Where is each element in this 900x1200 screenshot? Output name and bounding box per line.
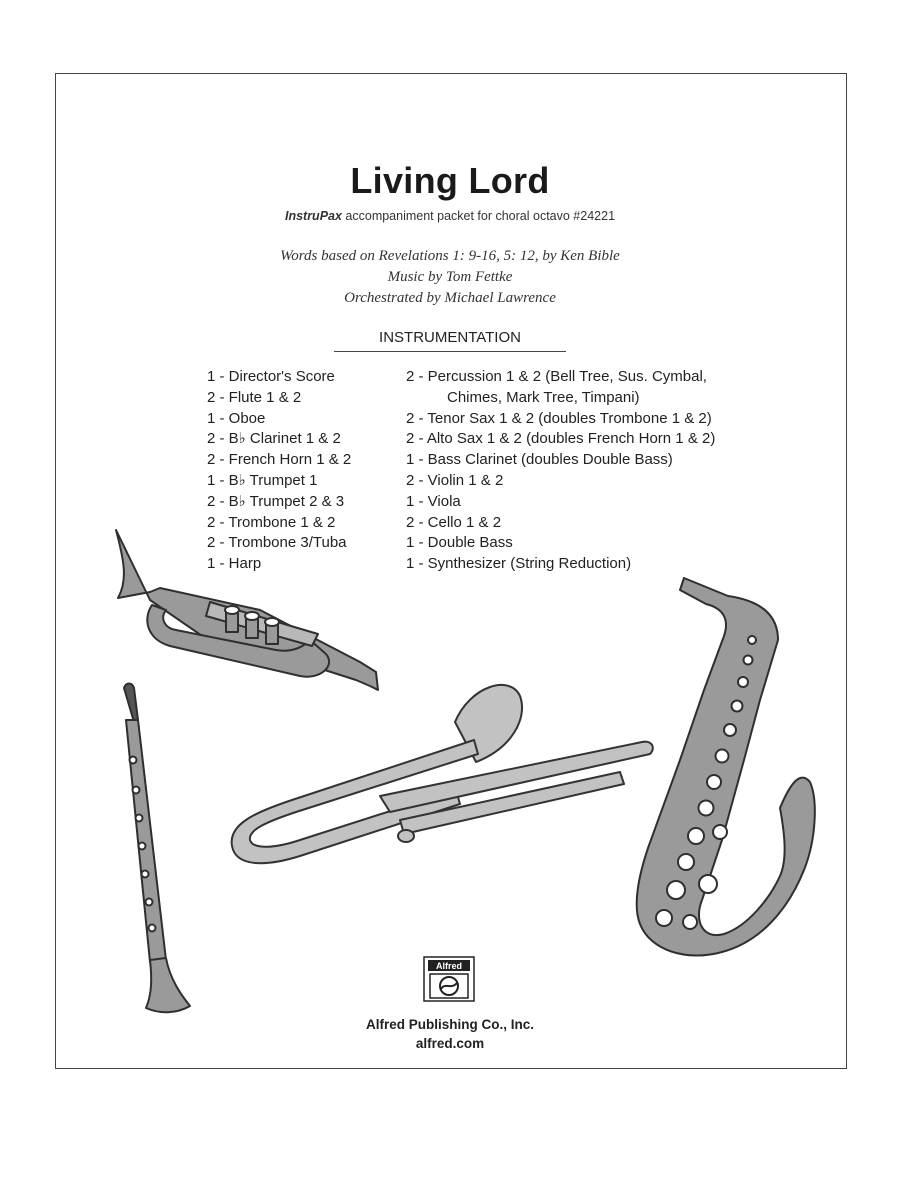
alfred-logo-mark [423, 956, 475, 1002]
instrument-item: 2 - Cello 1 & 2 [406, 513, 502, 531]
page-title: Living Lord [350, 160, 550, 201]
instrument-item: 2 - B♭ Clarinet 1 & 2 [207, 430, 341, 448]
instrument-item: 2 - Violin 1 & 2 [406, 471, 504, 489]
credit-words: Words based on Revelations 1: 9-16, 5: 12, by Ken Bible [280, 248, 620, 264]
publisher-name: Alfred Publishing Co., Inc. [365, 1017, 534, 1032]
instrument-item: 1 - Viola [406, 492, 461, 510]
credit-orchestration: Orchestrated by Michael Lawrence [344, 290, 556, 306]
instrument-item: 1 - Double Bass [406, 534, 513, 552]
trombone-illustration [232, 685, 653, 863]
subtitle-text: accompaniment packet for choral octavo #24221 [341, 209, 616, 223]
credit-music: Music by Tom Fettke [387, 269, 513, 285]
alfred-logo [423, 956, 475, 1002]
subtitle-brand: InstruPax [284, 209, 342, 223]
instrument-item: 1 - Bass Clarinet (doubles Double Bass) [406, 451, 673, 469]
instrument-item: 2 - Trombone 1 & 2 [207, 513, 336, 531]
instrument-item: 1 - Harp [207, 555, 262, 573]
instrument-item: 2 - Tenor Sax 1 & 2 (doubles Trombone 1 & 2) [406, 409, 712, 427]
instrument-item: 2 - B♭ Trumpet 2 & 3 [207, 492, 345, 510]
clarinet-illustration [124, 684, 190, 1013]
instrument-item: 1 - Director's Score [207, 368, 335, 385]
instrument-item: 1 - Synthesizer (String Reduction) [406, 555, 632, 573]
instrument-item: 1 - B♭ Trumpet 1 [207, 471, 318, 489]
instrument-item: 2 - Alto Sax 1 & 2 (doubles French Horn 1 & 2) [406, 430, 716, 448]
publisher-website: alfred.com [415, 1036, 485, 1051]
saxophone-illustration [637, 578, 815, 956]
instrument-item: 2 - Flute 1 & 2 [207, 388, 302, 406]
instrument-item-continued: Chimes, Mark Tree, Timpani) [447, 388, 640, 406]
instrument-item: 2 - Trombone 3/Tuba [207, 534, 347, 552]
instrument-item: 2 - French Horn 1 & 2 [207, 451, 352, 469]
alfred-logo-text: Alfred [435, 961, 463, 971]
instrument-item: 1 - Oboe [207, 409, 266, 427]
instrumentation-heading: INSTRUMENTATION [379, 329, 521, 346]
instrument-item: 2 - Percussion 1 & 2 (Bell Tree, Sus. Cymbal, [406, 368, 707, 385]
trumpet-illustration [116, 530, 378, 690]
